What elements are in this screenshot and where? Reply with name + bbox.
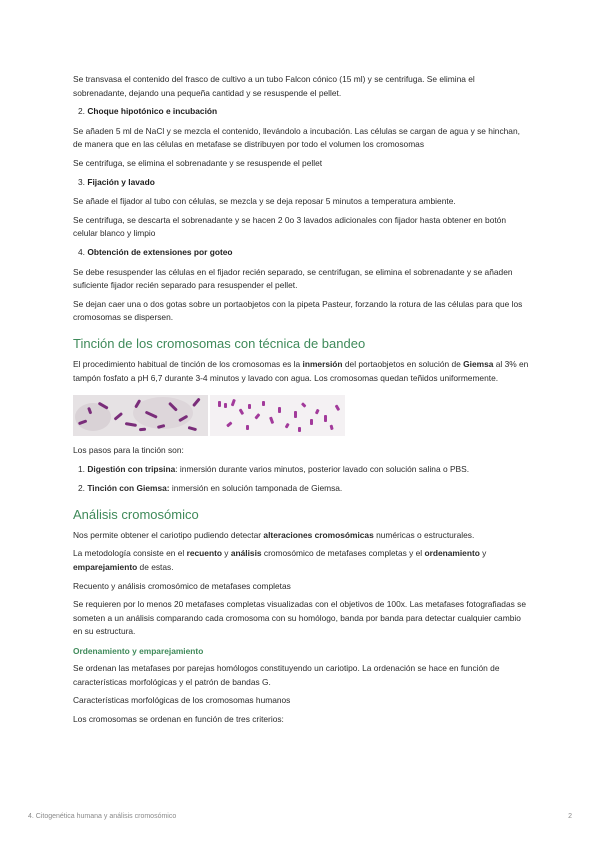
analisis-paragraph-4: Se requieren por lo menos 20 metafases completas visualizadas con el objetivos de 100x. Las metafases fotografiadas se someten a un análisis comparando cada cromosoma con su homólogo, banda por banda para detectar cualquier cambio en su estructura. xyxy=(73,599,526,637)
subheading-ordenamiento: Ordenamiento y emparejamiento xyxy=(73,646,204,657)
page-content xyxy=(73,73,529,731)
tincion-steps-list xyxy=(73,463,529,496)
analisis-paragraph-3: Recuento y análisis cromosómico de metafases completas xyxy=(73,580,291,591)
step-number: 3. xyxy=(78,176,85,187)
step-3-paragraph-2: Se centrifuga, se descarta el sobrenadante y se hacen 2 0o 3 lavados adicionales con fijador hasta obtener en botón celular blanco y limpio xyxy=(73,214,507,239)
section-heading-tincion: Tinción de los cromosomas con técnica de bandeo xyxy=(73,335,366,351)
step-number: 2. xyxy=(78,106,85,117)
page-number: 2 xyxy=(568,813,572,820)
analisis-paragraph-7: Los cromosomas se ordenan en función de tres criterios: xyxy=(73,713,284,724)
metaphase-image-1 xyxy=(73,395,208,436)
analisis-paragraph-6: Características morfológicas de los cromosomas humanos xyxy=(73,695,291,706)
intro-paragraph: Se transvasa el contenido del frasco de cultivo a un tubo Falcon cónico (15 ml) y se centrifuga. Se elimina el sobrenadante, dejando una pequeña cantidad y se resuspende el pellet. xyxy=(73,74,475,98)
step-3-title xyxy=(78,176,529,190)
chromosome-images xyxy=(73,395,529,436)
section-heading-analisis: Análisis cromosómico xyxy=(73,506,199,522)
analisis-paragraph-1: Nos permite obtener el cariotipo pudiendo detectar alteraciones cromosómicas numéricas o estructurales. xyxy=(73,529,475,540)
step-4-title xyxy=(78,246,529,260)
step-2-title xyxy=(78,105,529,119)
step-title: Fijación y lavado xyxy=(87,176,155,187)
list-item: 2. Tinción con Giemsa: inmersión en solución tamponada de Giemsa. xyxy=(78,483,343,494)
step-4-paragraph-1: Se debe resuspender las células en el fijador recién separado, se centrifugan, se elimina el sobrenadante y se añaden suficiente fijador recién separado para resuspender el pellet. xyxy=(73,266,513,291)
metaphase-image-2 xyxy=(210,395,345,436)
steps-intro: Los pasos para la tinción son: xyxy=(73,445,184,456)
step-4-paragraph-2: Se dejan caer una o dos gotas sobre un portaobjetos con la pipeta Pasteur, forzando la rotura de las células para que los cromosomas se dispersen. xyxy=(73,298,523,323)
step-3-paragraph-1: Se añade el fijador al tubo con células, se mezcla y se deja reposar 5 minutos a temperatura ambiente. xyxy=(73,196,456,207)
step-title: Choque hipotónico e incubación xyxy=(87,106,218,117)
step-2-paragraph-2: Se centrifuga, se elimina el sobrenadante y se resuspende el pellet xyxy=(73,157,323,168)
footer-chapter: 4. Citogenética humana y análisis cromosómico xyxy=(28,813,177,820)
tincion-paragraph: El procedimiento habitual de tinción de los cromosomas es la inmersión del portaobjetos en solución de Giemsa al 3% en tampón fosfato a pH 6,7 durante 3-4 minutos y lavado con agua. Los cromosomas quedan teñidos uniformemente. xyxy=(73,358,529,383)
analisis-paragraph-2: La metodología consiste en el recuento y análisis cromosómico de metafases completas y el ordenamiento y emparejamiento de estas. xyxy=(73,548,487,573)
step-title: Obtención de extensiones por goteo xyxy=(87,246,233,257)
step-number: 4. xyxy=(78,246,85,257)
step-2-paragraph-1: Se añaden 5 ml de NaCl y se mezcla el contenido, llevándolo a incubación. Las células se cargan de agua y se hinchan, de manera que en las células en metafase se distribuyen por todo el volumen los cromosomas xyxy=(73,125,520,150)
list-item: 1. Digestión con tripsina: inmersión durante varios minutos, posterior lavado con solución salina o PBS. xyxy=(78,463,470,474)
analisis-paragraph-5: Se ordenan las metafases por parejas homólogos constituyendo un cariotipo. La ordenación se hace en función de características morfológicas y el patrón de bandas G. xyxy=(73,663,500,687)
